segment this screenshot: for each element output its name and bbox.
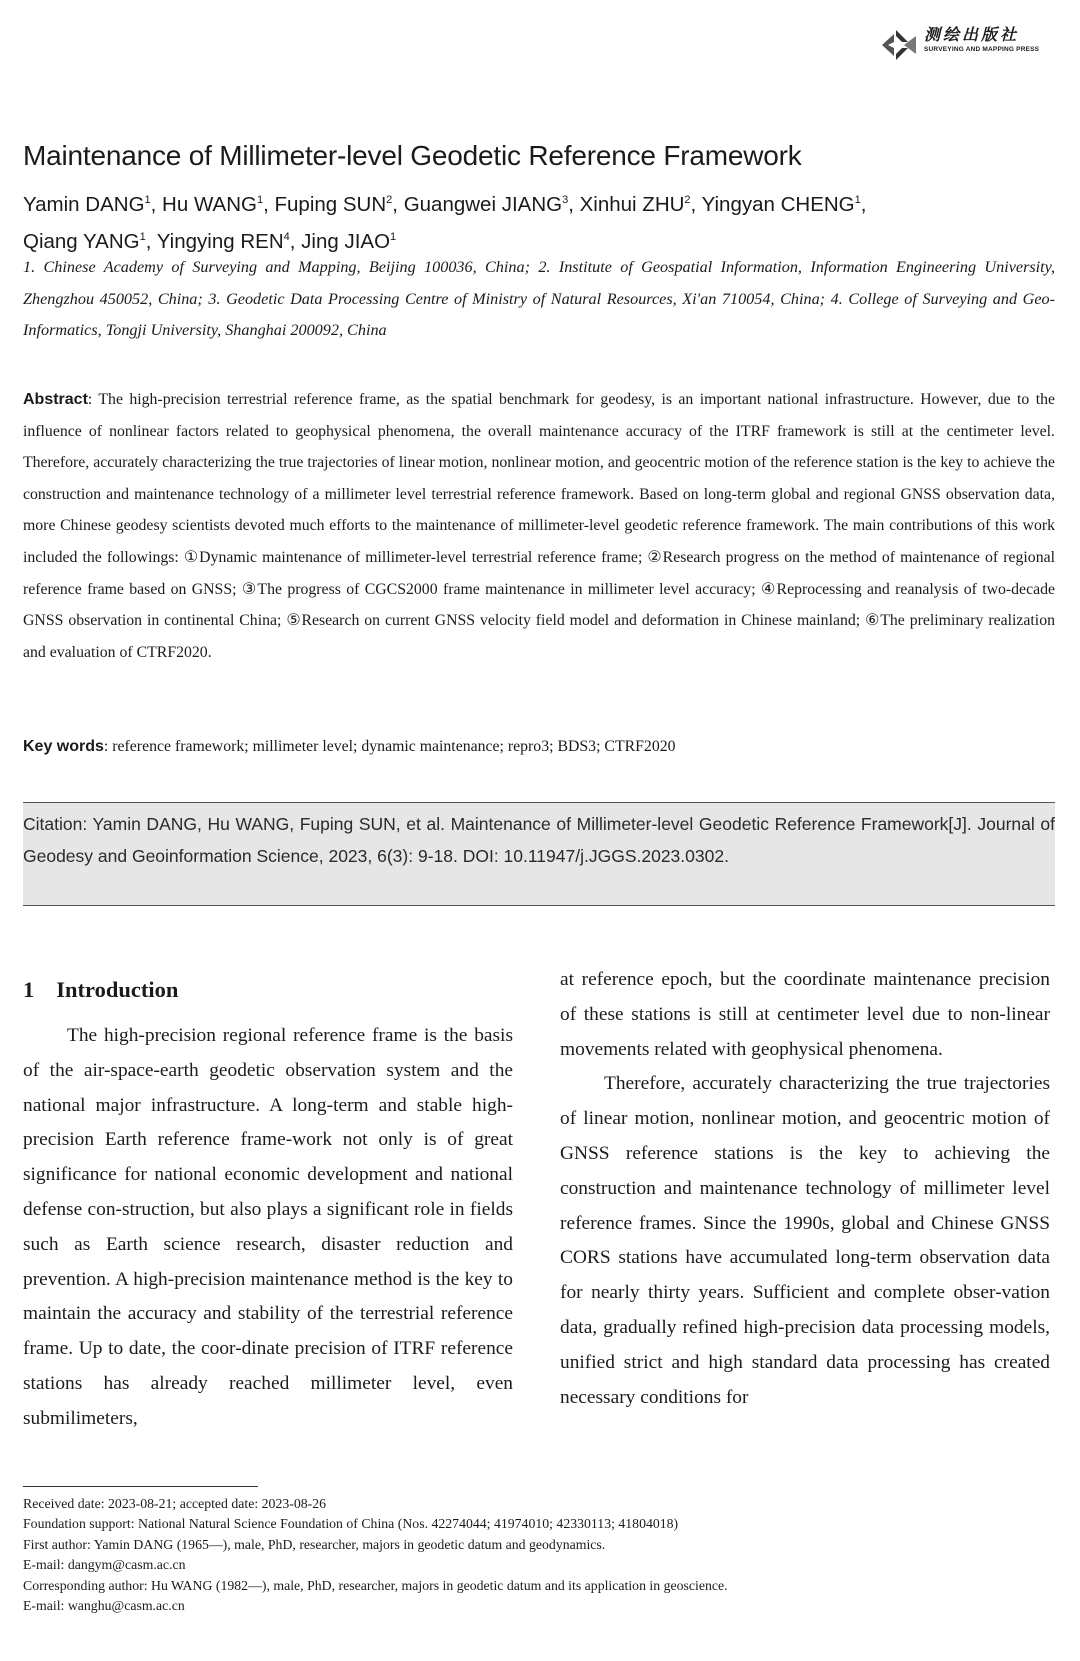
publisher-name-en: SURVEYING AND MAPPING PRESS [924, 46, 1040, 53]
author-affiliation-mark: 2 [386, 194, 393, 206]
author-affiliation-mark: 1 [144, 194, 151, 206]
body-paragraph: The high-precision regional reference frame is the basis of the air-space-earth geodetic observation system and the national major infrastructure. A long-term and stable high-precision Earth reference frame-work not only is of great significance for national economic development and national defense con-struction, but also plays a significant role in fields such as Earth science research, disaster reduction and prevention. A high-precision maintenance method is the key to maintain the accuracy and stability of the terrestrial reference frame. Up to date, the coor-dinate precision of ITRF reference stations has already reached millimeter level, even submilimeters, [23, 1025, 513, 1429]
keywords: Key words: reference framework; millimeter level; dynamic maintenance; repro3; BDS3; CTRF2020 [23, 738, 676, 755]
footnote-divider [23, 1486, 258, 1487]
footnote-received: Received date: 2023-08-21; accepted date: 2023-08-26 [23, 1496, 327, 1511]
publisher-emblem-icon [880, 28, 918, 62]
paper-title: Maintenance of Millimeter-level Geodetic Reference Framework [23, 140, 802, 171]
author: Hu WANG [162, 192, 257, 216]
body-column-right [560, 963, 1050, 1415]
section-number: 1 [23, 977, 35, 1002]
author: Yingyan CHENG [701, 192, 855, 216]
author: Fuping SUN [274, 192, 387, 216]
author: Qiang YANG [23, 229, 140, 253]
affiliations: 1. Chinese Academy of Surveying and Mapping, Beijing 100036, China; 2. Institute of Geospatial Information, Information Engineering University, Zhengzhou 450052, China; 3. Geodetic Data Processing Centre of Ministry of Natural Resources, Xi'an 710054, China; 4. College of Surveying and Geo-Informatics, Tongji University, Shanghai 200092, China [23, 258, 1055, 339]
abstract-label: Abstract [23, 391, 88, 408]
section-heading [23, 975, 513, 1005]
author: Yamin DANG [23, 192, 145, 216]
footnote-foundation: Foundation support: National Natural Science Foundation of China (Nos. 42274044; 41974010; 42330113; 41804018) [23, 1516, 679, 1532]
publisher-name-cn: 测绘出版社 [924, 27, 1020, 44]
abstract-text: The high-precision terrestrial reference frame, as the spatial benchmark for geodesy, is an important national infrastructure. However, due to the influence of nonlinear factors related to geophysical phenomena, the overall maintenance accuracy of the ITRF framework is still at the centimeter level. Therefore, accurately characterizing the true trajectories of linear motion, nonlinear motion, and geocentric motion of the reference station is the key to achieve the construction and maintenance technology of a millimeter level terrestrial reference framework. Based on long-term global and regional GNSS observation data, more Chinese geodesy scientists devoted much efforts to the maintenance of millimeter-level geodetic reference framework. The main contributions of this work included the followings: ①Dynamic maintenance of millimeter-level terrestrial reference frame; ②Research progress on the method of maintenance of regional reference frame based on GNSS; ③The progress of CGCS2000 frame maintenance in millimeter level accuracy; ④Reprocessing and reanalysis of two-decade GNSS observation in continental China; ⑤Research on current GNSS velocity field model and deformation in Chinese mainland; ⑥The preliminary realization and evaluation of CTRF2020. [23, 391, 1055, 661]
author-affiliation-mark: 3 [562, 194, 569, 206]
author-affiliation-mark: 2 [684, 194, 691, 206]
citation-label: Citation [23, 814, 83, 834]
footnotes [23, 1494, 1063, 1616]
author-list: Yamin DANG$^1$, Hu WANG$^1$, Fuping SUN$^2$, Guangwei JIANG$^3$, Xinhui ZHU$^2$, Yingyan CHENG$^1$, Qiang YANG$^1$, Yingying REN$^4$, Jing JIAO$^1$ [23, 192, 867, 253]
author-affiliation-mark: 1 [139, 230, 146, 243]
author-affiliation-mark: 1 [854, 194, 861, 206]
citation-text: Yamin DANG, Hu WANG, Fuping SUN, et al. Maintenance of Millimeter-level Geodetic Reference Framework[J]. Journal of Geodesy and Geoinformation Science, 2023, 6(3): 9-18. DOI: 10.11947/j.JGGS.2023.0302. [23, 814, 1055, 866]
keywords-text: reference framework; millimeter level; dynamic maintenance; repro3; BDS3; CTRF2020 [112, 738, 676, 755]
footnote-email: E-mail: wanghu@casm.ac.cn [23, 1598, 185, 1614]
body-column-left [23, 963, 513, 1437]
author: Yingying REN [156, 229, 284, 253]
publisher-logo [880, 20, 1050, 66]
keywords-label: Key words [23, 738, 104, 755]
author-affiliation-mark: 1 [256, 194, 264, 206]
author: Jing JIAO [301, 229, 391, 253]
citation-box: Citation: Yamin DANG, Hu WANG, Fuping SUN, et al. Maintenance of Millimeter-level Geodetic Reference Framework[J]. Journal of Geodesy and Geoinformation Science, 2023, 6(3): 9-18. DOI: 10.11947/j.JGGS.2023.0302. [23, 802, 1055, 906]
footnote-first-author: First author: Yamin DANG (1965—), male, PhD, researcher, majors in geodetic datum and geodynamics. [23, 1536, 606, 1552]
abstract: Abstract: The high-precision terrestrial reference frame, as the spatial benchmark for geodesy, is an important national infrastructure. However, due to the influence of nonlinear factors related to geophysical phenomena, the overall maintenance accuracy of the ITRF framework is still at the centimeter level. Therefore, accurately characterizing the true trajectories of linear motion, nonlinear motion, and geocentric motion of the reference station is the key to achieve the construction and maintenance technology of a millimeter level terrestrial reference framework. Based on long-term global and regional GNSS observation data, more Chinese geodesy scientists devoted much efforts to the maintenance of millimeter-level geodetic reference framework. The main contributions of this work included the followings: ①Dynamic maintenance of millimeter-level terrestrial reference frame; ②Research progress on the method of maintenance of regional reference frame based on GNSS; ③The progress of CGCS2000 frame maintenance in millimeter level accuracy; ④Reprocessing and reanalysis of two-decade GNSS observation in continental China; ⑤Research on current GNSS velocity field model and deformation in Chinese mainland; ⑥The preliminary realization and evaluation of CTRF2020. [23, 391, 1055, 661]
author-affiliation-mark: 1 [390, 230, 397, 243]
footnote-corresponding-author: Corresponding author: Hu WANG (1982—), male, PhD, researcher, majors in geodetic datum and its application in geoscience. [23, 1577, 728, 1593]
body-paragraph: at reference epoch, but the coordinate maintenance precision of these stations is still at centimeter level due to non-linear movements related with geophysical phenomena. [560, 969, 1050, 1060]
author: Xinhui ZHU [579, 192, 685, 216]
section-title: Introduction [56, 977, 179, 1002]
body-paragraph: Therefore, accurately characterizing the true trajectories of linear motion, nonlinear motion, and geocentric motion of GNSS reference stations is the key to achieving the construction and maintenance technology of millimeter level reference frames. Since the 1990s, global and Chinese GNSS CORS stations have accumulated long-term observation data for nearly thirty years. Sufficient and complete obser-vation data, gradually refined high-precision data processing models, unified strict and high standard data processing has created necessary conditions for [560, 1073, 1050, 1408]
author: Guangwei JIANG [403, 192, 563, 216]
footnote-email: E-mail: dangym@casm.ac.cn [23, 1557, 186, 1573]
author-affiliation-mark: 4 [283, 230, 290, 243]
